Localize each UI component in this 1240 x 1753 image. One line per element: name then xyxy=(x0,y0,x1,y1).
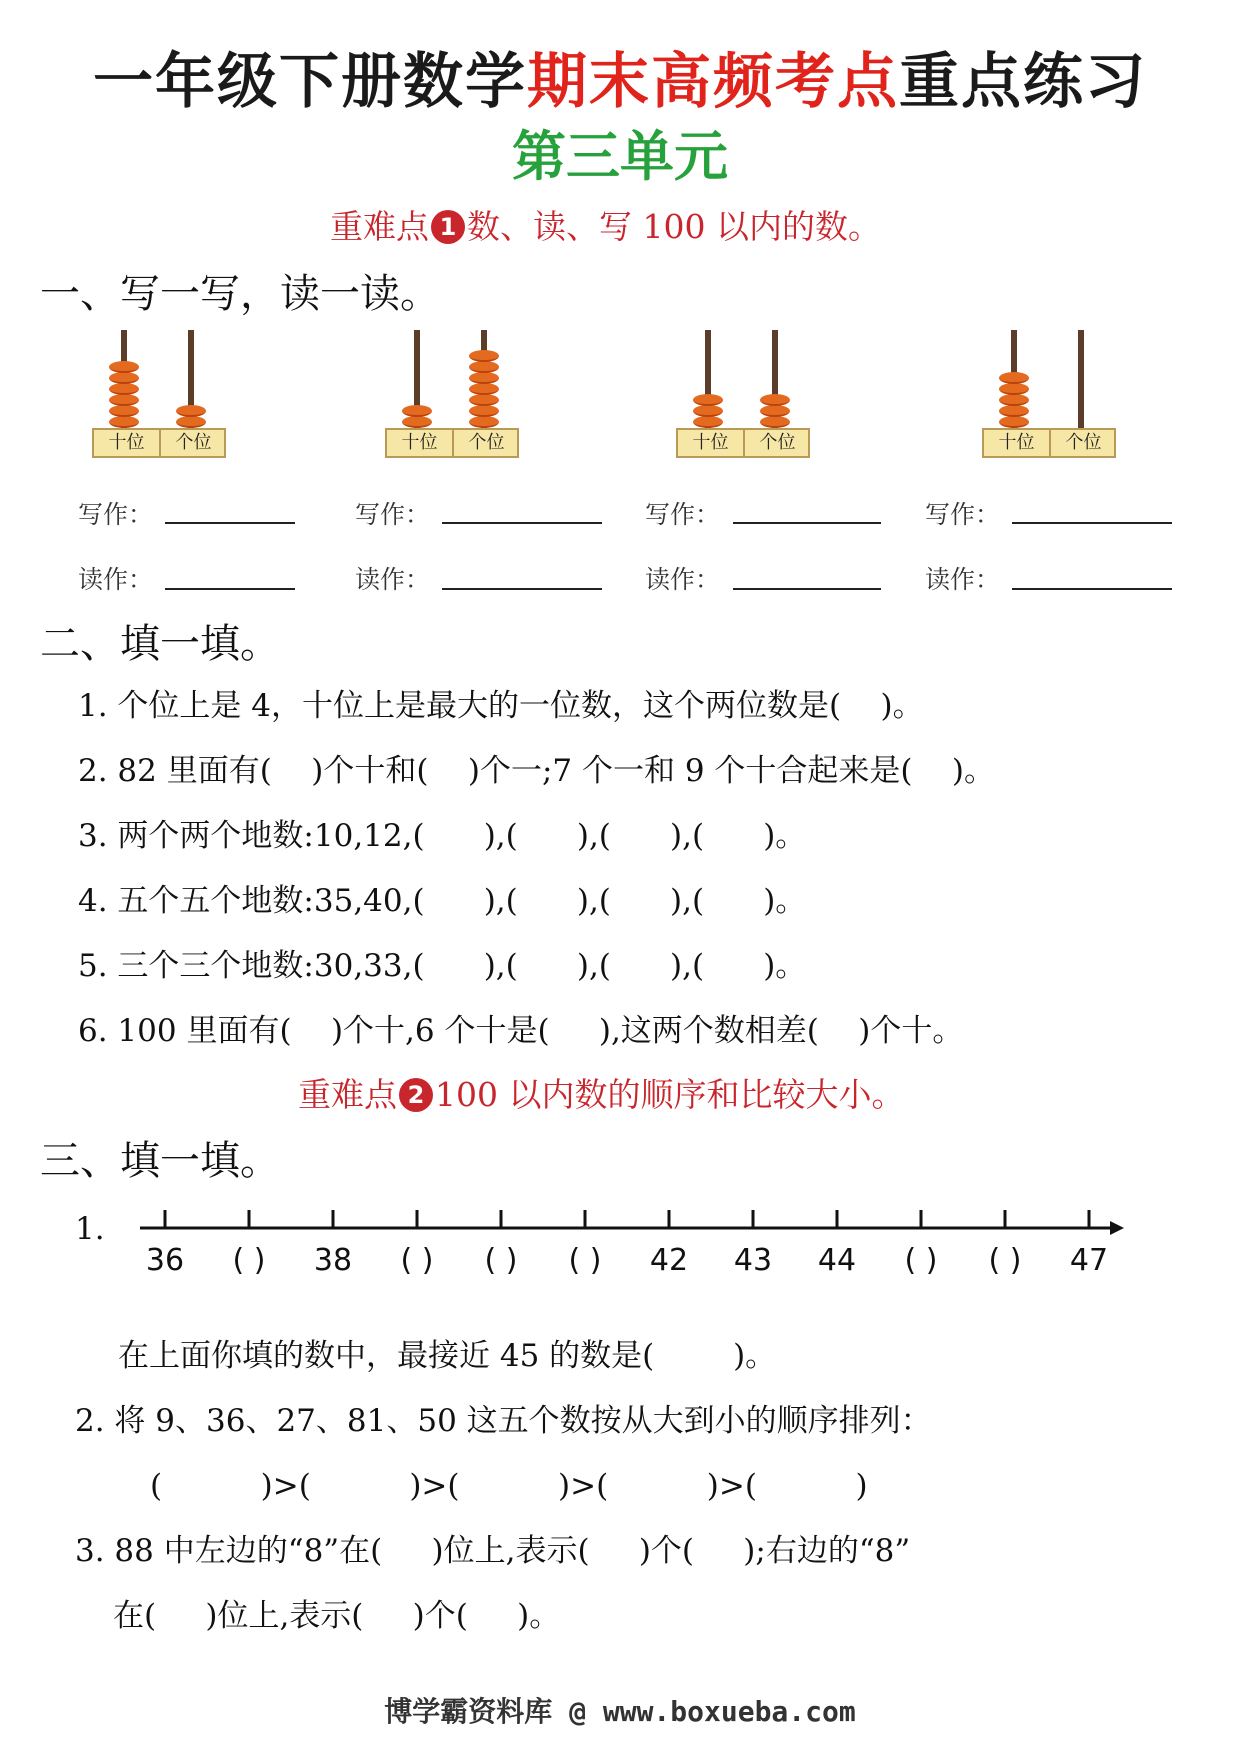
question-2-2: 2. 82 里面有( )个十和( )个一;7 个一和 9 个十合起来是( )。 xyxy=(78,753,995,789)
abacus-2-ones-bead xyxy=(469,383,499,395)
section-1-heading: 一、写一写，读一读。 xyxy=(40,271,440,317)
abacus-3-ones-bead xyxy=(760,416,790,428)
abacus-1-ones-label: 个位 xyxy=(175,432,212,453)
abacus-1-ones-bead xyxy=(176,405,206,417)
abacus-1-tens-bead xyxy=(109,405,139,417)
keypoint-1 xyxy=(330,205,881,249)
abacus-1-tens-bead xyxy=(109,383,139,395)
abacus-3-tens-bead xyxy=(693,405,723,417)
abacus-1-tens-label: 十位 xyxy=(94,430,161,456)
number-line-label: 43 xyxy=(733,1243,773,1278)
question-3-1-number: 1. xyxy=(75,1211,105,1247)
number-line-label[interactable]: ( ) xyxy=(232,1243,266,1278)
section-2-heading: 二、填一填。 xyxy=(40,621,280,667)
abacus-2-ones-bead xyxy=(469,350,499,362)
abacus-4-ones-rod xyxy=(1078,330,1084,428)
abacus-3-tens-bead xyxy=(693,416,723,428)
number-line-label: 36 xyxy=(145,1243,185,1278)
number-line-label[interactable]: ( ) xyxy=(484,1243,518,1278)
keypoint-2-text: 100 以内数的顺序和比较大小。 xyxy=(435,1075,905,1114)
read-label-4: 读作： xyxy=(925,565,1001,594)
abacus-2-ones-bead xyxy=(469,405,499,417)
number-line-label: 47 xyxy=(1069,1243,1109,1278)
read-blank-2[interactable] xyxy=(442,588,602,590)
title-part-3: 重点练习 xyxy=(899,47,1147,117)
question-3-1-followup: 在上面你填的数中，最接近 45 的数是( )。 xyxy=(118,1338,777,1374)
question-2-1: 1. 个位上是 4，十位上是最大的一位数，这个两位数是( )。 xyxy=(78,688,924,724)
watermark-url: www.boxueba.com xyxy=(602,1695,856,1728)
question-3-3-line-1: 3. 88 中左边的“8”在( )位上,表示( )个( );右边的“8” xyxy=(75,1533,911,1569)
watermark-site-name: 博学霸资料库 xyxy=(384,1695,553,1728)
abacus-4-ones-label: 个位 xyxy=(1065,432,1102,453)
keypoint-1-text: 数、读、写 100 以内的数。 xyxy=(467,207,881,246)
abacus-4-base xyxy=(982,428,1116,458)
read-label-2: 读作： xyxy=(355,565,431,594)
number-line-label: 42 xyxy=(649,1243,689,1278)
number-line-label[interactable]: ( ) xyxy=(988,1243,1022,1278)
abacus-1-tens-bead xyxy=(109,372,139,384)
page-title xyxy=(0,42,1240,122)
abacus-4-tens-bead xyxy=(999,416,1029,428)
abacus-3-tens-label: 十位 xyxy=(678,430,745,456)
question-3-2: 2. 将 9、36、27、81、50 这五个数按从大到小的顺序排列： xyxy=(75,1403,932,1439)
number-line xyxy=(0,1198,1240,1288)
abacus-2-ones-bead xyxy=(469,416,499,428)
read-label-1: 读作： xyxy=(78,565,154,594)
abacus-2-ones-bead xyxy=(469,361,499,373)
keypoint-1-label: 重难点 xyxy=(330,207,429,246)
section-3-heading: 三、填一填。 xyxy=(40,1138,280,1184)
abacus-4-tens-bead xyxy=(999,383,1029,395)
write-label-3: 写作： xyxy=(645,500,721,529)
abacus-3-ones-label: 个位 xyxy=(759,432,796,453)
write-blank-4[interactable] xyxy=(1012,522,1172,524)
abacus-4-tens-label: 十位 xyxy=(984,430,1051,456)
abacus-3-ones-bead xyxy=(760,394,790,406)
abacus-1-tens-bead xyxy=(109,416,139,428)
write-label-1: 写作： xyxy=(78,500,154,529)
question-3-3-line-2: 在( )位上,表示( )个( )。 xyxy=(113,1598,561,1634)
question-2-6: 6. 100 里面有( )个十,6 个十是( ),这两个数相差( )个十。 xyxy=(78,1013,964,1049)
write-blank-2[interactable] xyxy=(442,522,602,524)
abacus-1-ones-bead xyxy=(176,416,206,428)
number-line-label[interactable]: ( ) xyxy=(568,1243,602,1278)
abacus-1-base xyxy=(92,428,226,458)
number-line-ticks xyxy=(165,1210,1089,1228)
question-2-4: 4. 五个五个地数:35,40,( ),( ),( ),( )。 xyxy=(78,883,807,919)
read-blank-1[interactable] xyxy=(165,588,295,590)
abacus-3-ones-bead xyxy=(760,405,790,417)
watermark-at: @ xyxy=(569,1695,586,1728)
write-label-2: 写作： xyxy=(355,500,431,529)
number-line-label[interactable]: ( ) xyxy=(400,1243,434,1278)
abacus-2-ones-bead xyxy=(469,372,499,384)
read-blank-4[interactable] xyxy=(1012,588,1172,590)
abacus-2-tens-label: 十位 xyxy=(387,430,454,456)
abacus-2-ones-bead xyxy=(469,394,499,406)
question-3-2-blanks: ( )>( )>( )>( )>( ) xyxy=(150,1468,868,1504)
read-blank-3[interactable] xyxy=(733,588,881,590)
keypoint-2-number-badge: 2 xyxy=(399,1078,433,1112)
title-part-2: 期末高频考点 xyxy=(527,47,899,117)
write-blank-1[interactable] xyxy=(165,522,295,524)
abacus-1-tens-bead xyxy=(109,394,139,406)
number-line-label: 38 xyxy=(313,1243,353,1278)
abacus-4-tens-bead xyxy=(999,405,1029,417)
abacus-3-tens-bead xyxy=(693,394,723,406)
write-blank-3[interactable] xyxy=(733,522,881,524)
abacus-1-tens-bead xyxy=(109,361,139,373)
number-line-labels xyxy=(146,1243,1108,1278)
write-label-4: 写作： xyxy=(925,500,1001,529)
abacus-4-tens-bead xyxy=(999,372,1029,384)
abacus-2-base xyxy=(385,428,519,458)
keypoint-2 xyxy=(298,1073,904,1117)
number-line-label[interactable]: ( ) xyxy=(904,1243,938,1278)
abacus-2-ones-label: 个位 xyxy=(468,432,505,453)
keypoint-2-label: 重难点 xyxy=(298,1075,397,1114)
question-2-5: 5. 三个三个地数:30,33,( ),( ),( ),( )。 xyxy=(78,948,807,984)
number-line-label: 44 xyxy=(817,1243,857,1278)
question-2-3: 3. 两个两个地数:10,12,( ),( ),( ),( )。 xyxy=(78,818,807,854)
abacus-3-base xyxy=(676,428,810,458)
title-part-1: 一年级下册数学 xyxy=(93,47,527,117)
abacus-4-tens-bead xyxy=(999,394,1029,406)
number-line-arrow-icon xyxy=(1110,1221,1124,1235)
watermark xyxy=(0,1690,1240,1730)
read-label-3: 读作： xyxy=(645,565,721,594)
page-subtitle: 第三单元 xyxy=(512,125,728,188)
keypoint-1-number-badge: 1 xyxy=(431,210,465,244)
abacus-2-tens-bead xyxy=(402,405,432,417)
abacus-2-tens-bead xyxy=(402,416,432,428)
